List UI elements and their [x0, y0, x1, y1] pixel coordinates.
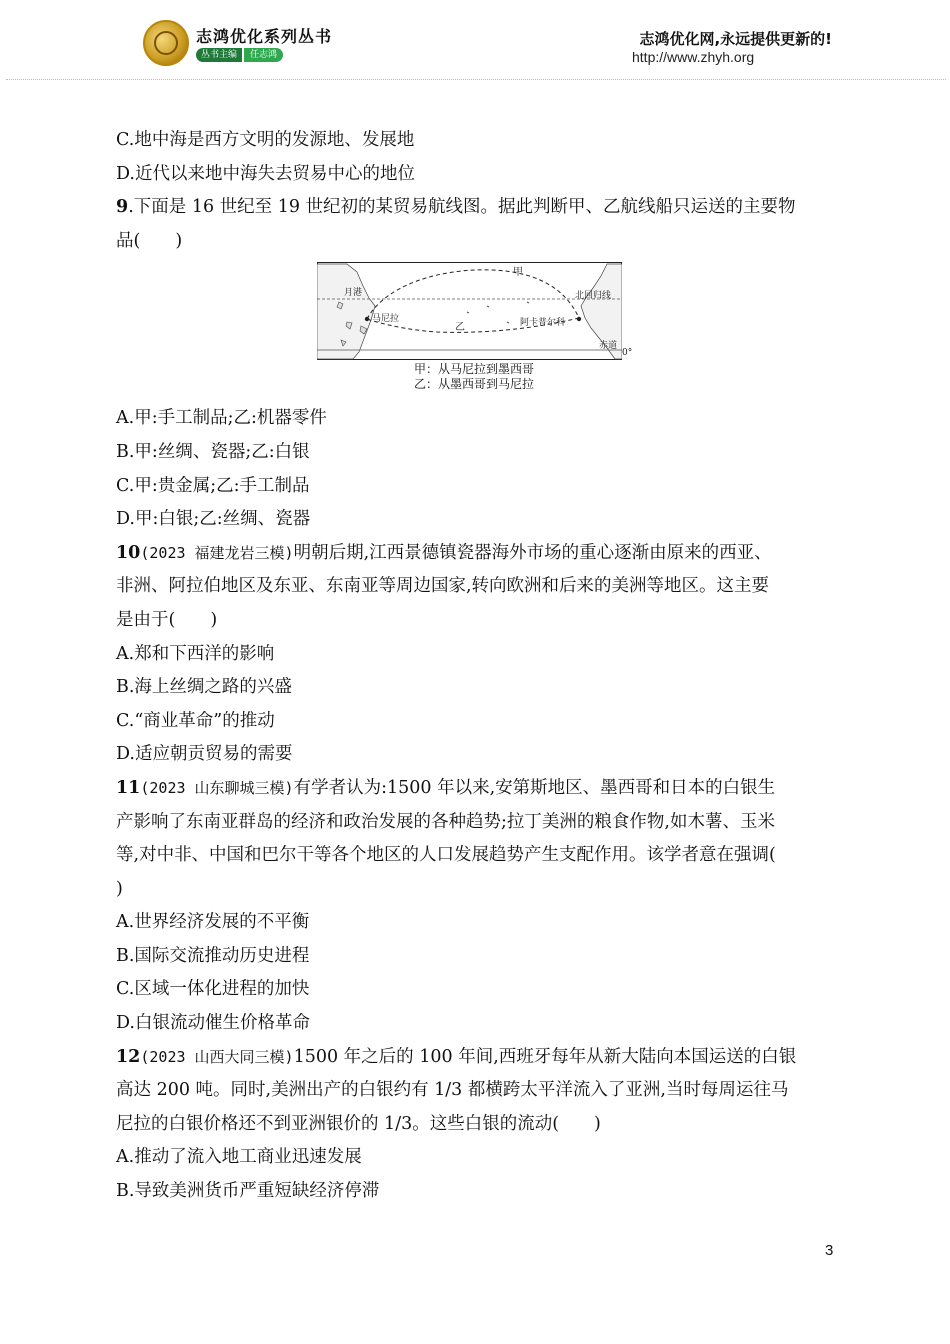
map-label-equator: 赤道 [599, 341, 618, 352]
answer-option-b: B.海上丝绸之路的兴盛 [116, 677, 292, 698]
question-10 [116, 537, 841, 772]
option-line: C.地中海是西方文明的发源地、发展地 [116, 130, 415, 150]
answer-option-b: B.甲:丝绸、瓷器;乙:白银 [116, 441, 310, 462]
question-stem: 明朝后期,江西景德镇瓷器海外市场的重心逐渐由原来的西亚、 [293, 542, 772, 563]
header-divider [6, 79, 946, 80]
trade-route-figure [116, 262, 841, 398]
answer-option-d: D.甲:白银;乙:丝绸、瓷器 [116, 509, 311, 530]
legend-yi: 乙：从墨西哥到马尼拉 [414, 377, 535, 392]
map-label-yi: 乙 [455, 322, 465, 334]
question-number: 12 [116, 1046, 141, 1067]
question-stem: 有学者认为:1500 年以来,安第斯地区、墨西哥和日本的白银生 [293, 777, 776, 798]
answer-option-a: A.甲:手工制品;乙:机器零件 [116, 408, 327, 429]
answer-option-d: D.适应朝贡贸易的需要 [116, 744, 293, 765]
header-url[interactable]: http://www.zhyh.org [632, 49, 755, 65]
brand-label: 丛书主编 [196, 48, 242, 62]
answer-option-d: D.白银流动催生价格革命 [116, 1013, 310, 1034]
question-source: (2023 山西大同三模) [140, 1047, 294, 1066]
map-label-acapulco: 阿卡普尔科 [520, 318, 566, 329]
map-label-tropic: 北回归线 [575, 291, 612, 302]
brand-subtitle [196, 48, 283, 62]
question-stem: ) [116, 878, 123, 899]
question-stem: 品( ) [116, 230, 183, 251]
question-stem: .下面是 16 世纪至 19 世纪初的某贸易航线图。据此判断甲、乙航线船只运送的主要物 [128, 197, 796, 218]
option-line: D.近代以来地中海失去贸易中心的地位 [116, 163, 415, 184]
answer-option-a: A.郑和下西洋的影响 [116, 643, 275, 664]
question-9 [116, 191, 841, 537]
page-content [116, 124, 841, 1209]
question-stem: 产影响了东南亚群岛的经济和政治发展的各种趋势;拉丁美洲的粮食作物,如木薯、玉米 [116, 811, 775, 832]
question-stem: 高达 200 吨。同时,美洲出产的白银约有 1/3 都横跨太平洋流入了亚洲,当时每周运往马 [116, 1080, 789, 1101]
answer-option-c: C.“商业革命”的推动 [116, 710, 275, 731]
map-label-yuegang: 月港 [344, 288, 363, 299]
svg-text:0°: 0° [622, 348, 633, 359]
question-number: 11 [116, 777, 141, 798]
page-header [0, 0, 950, 85]
question-stem: 等,对中非、中国和巴尔干等各个地区的人口发展趋势产生支配作用。该学者意在强调( [116, 845, 776, 866]
question-source: (2023 山东聊城三模) [140, 778, 294, 797]
question-source: (2023 福建龙岩三模) [140, 543, 294, 562]
answer-option-b: B.国际交流推动历史进程 [116, 945, 310, 966]
answer-option-a: A.推动了流入地工商业迅速发展 [116, 1147, 362, 1168]
question-stem: 1500 年之后的 100 年间,西班牙每年从新大陆向本国运送的白银 [293, 1046, 797, 1067]
map-legend [414, 362, 534, 392]
manila-marker [365, 317, 369, 321]
answer-option-c: C.区域一体化进程的加快 [116, 979, 310, 1000]
header-slogan: 志鸿优化网,永远提供更新的! [639, 30, 832, 48]
trade-route-map [317, 262, 622, 360]
question-stem: 尼拉的白银价格还不到亚洲银价的 1/3。这些白银的流动( ) [116, 1113, 601, 1134]
question-stem: 是由于( ) [116, 609, 218, 630]
map-label-manila: 马尼拉 [372, 314, 400, 325]
question-number: 9 [116, 197, 129, 218]
brand-title: 志鸿优化系列丛书 [196, 27, 333, 46]
page-number: 3 [825, 1242, 834, 1259]
question-11 [116, 772, 841, 1041]
question-number: 10 [116, 542, 141, 563]
brand-editor: 任志鸿 [244, 48, 283, 62]
answer-option-c: C.甲:贵金属;乙:手工制品 [116, 475, 310, 496]
map-label-jia: 甲 [513, 267, 523, 279]
question-12 [116, 1041, 841, 1209]
answer-option-b: B.导致美洲货币严重短缺经济停滞 [116, 1181, 380, 1202]
legend-jia: 甲：从马尼拉到墨西哥 [414, 362, 535, 377]
publisher-logo-icon [143, 20, 189, 66]
map-zero-label [622, 344, 638, 358]
answer-option-a: A.世界经济发展的不平衡 [116, 912, 310, 933]
acapulco-marker [577, 317, 581, 321]
question-stem: 非洲、阿拉伯地区及东亚、东南亚等周边国家,转向欧洲和后来的美洲等地区。这主要 [116, 576, 770, 597]
